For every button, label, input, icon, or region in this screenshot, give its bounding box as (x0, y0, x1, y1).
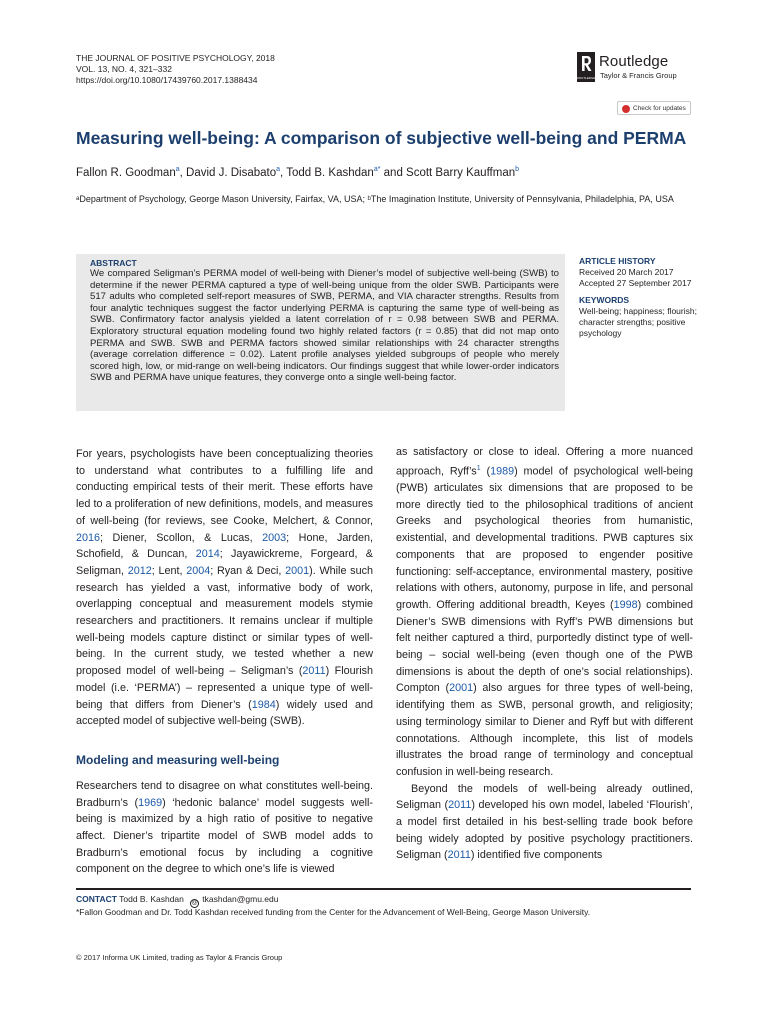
author-separator: and (380, 166, 407, 179)
journal-name: THE JOURNAL OF POSITIVE PSYCHOLOGY, 2018 (76, 53, 275, 63)
updates-icon (622, 105, 630, 113)
accepted-date: Accepted 27 September 2017 (579, 278, 692, 288)
logo-mark-text: ROUTLEDGE (577, 76, 595, 80)
journal-volume: VOL. 13, NO. 4, 321–332 (76, 64, 172, 74)
routledge-mark-icon (577, 52, 595, 82)
citation-link[interactable]: 2003 (262, 531, 287, 544)
received-date: Received 20 March 2017 (579, 267, 674, 277)
body-text: ; Ryan & Deci, (210, 564, 286, 577)
check-for-updates-button[interactable] (617, 101, 691, 115)
body-text: ) Flourish model (i.e. ‘PERMA’) – represented a unique type of well-being that differs from Diener’s ( (76, 665, 373, 711)
author-separator: , (280, 166, 287, 179)
body-text: ( (480, 465, 491, 478)
author-affiliation-mark[interactable]: a (175, 166, 180, 173)
author-affiliation-mark[interactable]: a (276, 166, 281, 173)
body-text: ) combined Diener’s SWB dimensions with Ryff’s PWB dimensions but felt neither captured a third, purportedly distinct type of well-being – social well-being (even though one of the PWB dimensions is about the depth of one’s social relationships). Compton ( (396, 598, 693, 695)
citation-link[interactable]: 2011 (447, 849, 471, 862)
funding-note: *Fallon Goodman and Dr. Todd Kashdan received funding from the Center for the Advancement of Well-Being, George Mason University. (76, 907, 591, 917)
body-text: ) widely used and accepted model of subjective well-being (SWB). (76, 698, 373, 728)
publisher-sub: Taylor & Francis Group (600, 71, 677, 80)
contact-email[interactable]: tkashdan@gmu.edu (202, 894, 279, 904)
citation-link[interactable]: 1984 (251, 698, 276, 711)
author-list (76, 166, 519, 179)
section-heading: Modeling and measuring well-being (76, 752, 280, 767)
body-text: ) developed his own model, labeled ‘Flourish’, a model first detailed in his best-selling trade book before being widely adopted by positive psychology practitioners. Seligman ( (396, 799, 693, 862)
body-text: ) model of psychological well-being (PWB) articulates six dimensions that are proposed to be more directly tied to the philosophical traditions of ancient Greeks and psychological theories from humanistic, existential, and developmental traditions. PWB captures six components that are proposed to engender positive functioning: self-acceptance, environmental mastery, positive relations with others, autonomy, purpose in life, and personal growth. Offering additional breadth, Keyes ( (396, 465, 693, 611)
body-text: ) identified five components (470, 849, 603, 862)
body-column-right (396, 444, 693, 864)
journal-info (76, 53, 275, 86)
author-name: Scott Barry Kauffman (406, 166, 516, 179)
body-column-left (76, 446, 373, 878)
author-separator: , (179, 166, 187, 179)
publisher-name: Routledge (599, 53, 669, 70)
author-affiliation-mark[interactable]: a* (373, 166, 381, 173)
body-text: ; Hone, Jarden, Schofield, & Duncan, (76, 531, 373, 561)
article-title: Measuring well-being: A comparison of subjective well-being and PERMA (76, 128, 687, 148)
paragraph (76, 446, 373, 730)
abstract-text: We compared Seligman’s PERMA model of well-being with Diener’s model of subjective well-being (SWB) to determine if the newer PERMA captured a type of well-being unique from the older SWB. Participants were 517 adults who completed self-report measures of SWB, PERMA, and VIA character strengths. Results from four analytic techniques suggest the factor underlying PERMA is capturing the same type of well-being as SWB. Confirmatory factor analysis yielded a latent correlation of r = 0.98 between SWB and PERMA. Exploratory structural equation modeling found two highly related factors (r = 0.85) that did not map onto PERMA and SWB. SWB and PERMA factors showed similar relationships with 24 character strengths (average correlation difference = 0.02). Latent profile analyses yielded subgroups of people who merely scored high, low, or mid-range on well-being indicators. Our findings suggest that while lower-order indicators SWB and PERMA have unique features, they converge onto a single well-being factor. (90, 268, 559, 384)
footer-divider (76, 888, 691, 890)
paragraph (76, 778, 373, 878)
citation-link[interactable]: 1998 (613, 598, 638, 611)
journal-doi[interactable]: https://doi.org/10.1080/17439760.2017.1388434 (76, 75, 258, 85)
body-text: ). While such research has yielded a vast, informative body of work, overlapping conceptual and measurement models stymie researchers and practitioners. It remains unclear if multiple well-being models capture distinct or similar types of well-being. In the current study, we tested whether a new proposed model of well-being – Seligman’s ( (76, 564, 373, 678)
body-text: ; Jayawickreme, Forgeard, & Seligman, (76, 548, 373, 577)
body-text: as satisfactory or close to ideal. Offering a more nuanced approach, Ryff’s (396, 446, 693, 478)
email-icon: @ (191, 900, 198, 906)
paragraph (396, 444, 693, 781)
keywords-text: Well-being; happiness; flourish; character strengths; positive psychology (579, 306, 697, 338)
author-name: Fallon R. Goodman (76, 166, 176, 179)
citation-link[interactable]: 2001 (449, 682, 474, 695)
affiliations: ᵃDepartment of Psychology, George Mason University, Fairfax, VA, USA; ᵇThe Imagination Institute, University of Pennsylvania, Philadelphia, PA, USA (76, 194, 674, 204)
article-history-heading: ARTICLE HISTORY (579, 256, 656, 266)
citation-link[interactable]: 2001 (285, 564, 310, 577)
citation-link[interactable]: 2012 (127, 564, 152, 577)
author-name: Todd B. Kashdan (286, 166, 374, 179)
citation-link[interactable]: 2011 (448, 799, 472, 812)
abstract-box (76, 254, 565, 411)
citation-link[interactable]: 1989 (490, 465, 515, 478)
contact-name: Todd B. Kashdan (119, 894, 184, 904)
contact-line (76, 894, 278, 908)
citation-link[interactable]: 2016 (76, 531, 101, 544)
citation-link[interactable]: 2004 (186, 564, 211, 577)
article-sidebar (579, 256, 704, 339)
paragraph (396, 781, 693, 865)
citation-link[interactable]: 1 (476, 464, 481, 472)
keywords-heading: KEYWORDS (579, 295, 630, 305)
author-name: David J. Disabato (186, 166, 277, 179)
contact-label: CONTACT (76, 894, 117, 904)
body-text: ) also argues for three types of well-being, identifying them as SWB, personal growth, and religiosity; using terminology similar to Diener and Ryff but with different connotations. Although incomplete, this list of models illustrates the broad range of terminology and conceptual confusion in well-being research. (396, 682, 694, 778)
abstract-heading: ABSTRACT (90, 258, 137, 268)
body-text: For years, psychologists have been conceptualizing theories to understand what contributes to a fulfilling life and conducting empirical tests of their merit. These efforts have led to a proliferation of new definitions, models, and measures of well-being (for reviews, see Cooke, Melchert, & Connor, (76, 448, 373, 527)
body-text: Researchers tend to disagree on what constitutes well-being. Bradburn’s ( (76, 779, 373, 809)
author-affiliation-mark[interactable]: b (515, 166, 520, 173)
body-text: ) ‘hedonic balance’ model suggests well-being is maximized by a high ratio of positive to negative affect. Diener’s tripartite model of SWB model adds to Bradburn’s emotional focus by including a cognitive component on the degree to which one’s life is viewed (76, 796, 373, 876)
publisher-logo (577, 52, 697, 82)
body-text: ; Diener, Scollon, & Lucas, (100, 531, 263, 544)
citation-link[interactable]: 2014 (195, 548, 220, 561)
updates-label: Check for updates (633, 105, 686, 112)
citation-link[interactable]: 1969 (138, 796, 163, 809)
citation-link[interactable]: 2011 (302, 665, 326, 678)
body-text: ; Lent, (151, 564, 187, 577)
copyright: © 2017 Informa UK Limited, trading as Taylor & Francis Group (76, 953, 283, 962)
body-text: Beyond the models of well-being already outlined, Seligman ( (396, 782, 693, 812)
